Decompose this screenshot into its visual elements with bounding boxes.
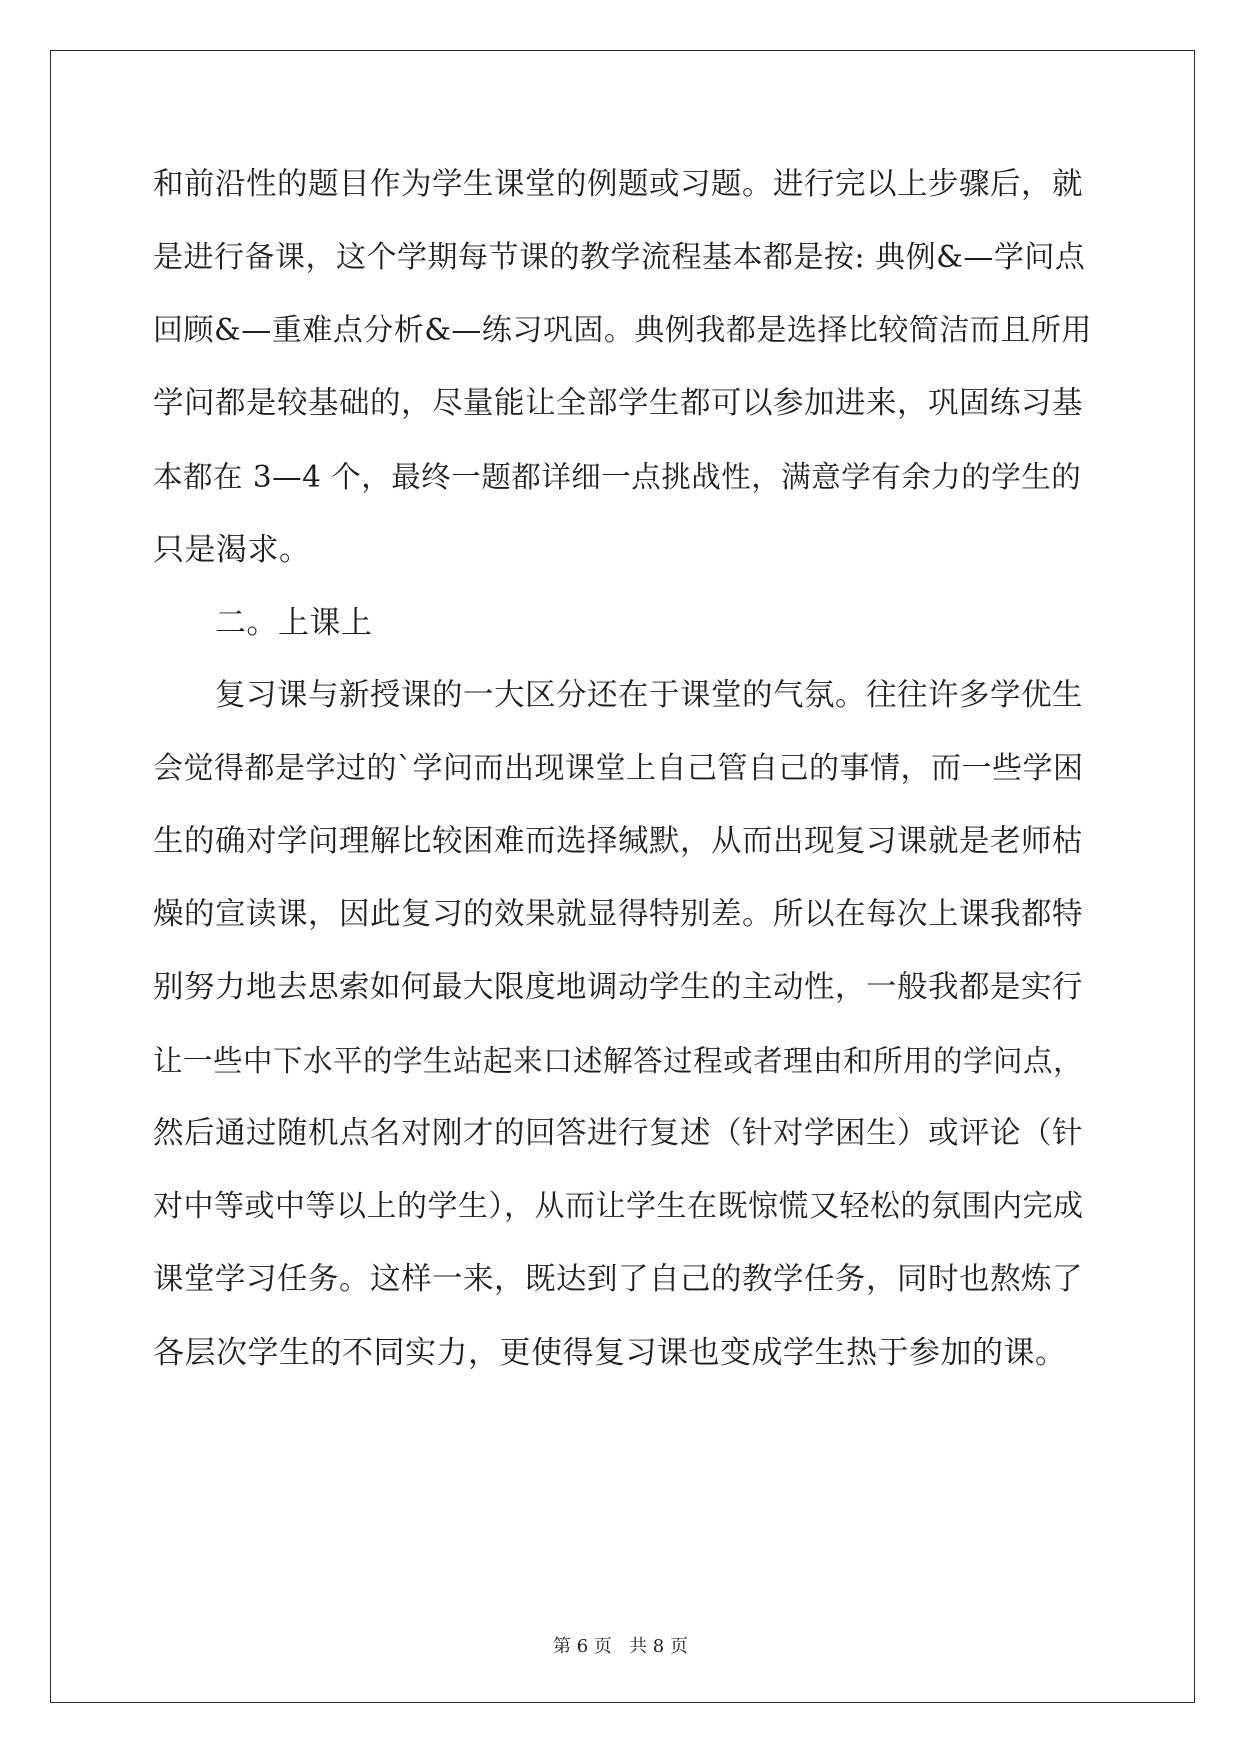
text-line: 复习课与新授课的一大区分还在于课堂的气氛。往往许多学优生 <box>215 678 1083 713</box>
text-line: 学问都是较基础的，尽量能让全部学生都可以参加进来，巩固练习基 <box>153 386 1083 421</box>
text-line: 只是渴求。 <box>153 532 311 568</box>
text-line: 和前沿性的题目作为学生课堂的例题或习题。进行完以上步骤后，就 <box>153 167 1083 202</box>
text-line: 别努力地去思索如何最大限度地调动学生的主动性，一般我都是实行 <box>153 970 1083 1005</box>
text-line: 回顾&—重难点分析&—练习巩固。典例我都是选择比较简洁而且所用 <box>153 313 1092 348</box>
text-line: 让一些中下水平的学生站起来口述解答过程或者理由和所用的学问点， <box>153 1044 1084 1078</box>
text-line: 燥的宣读课，因此复习的效果就显得特别差。所以在每次上课我都特 <box>153 897 1083 932</box>
page-number: 第 6 页 共 8 页 <box>553 1636 688 1657</box>
text-line: 会觉得都是学过的`学问而出现课堂上自己管自己的事情，而一些学困 <box>153 751 1084 786</box>
section-heading: 二。上课上 <box>215 605 373 641</box>
text-line: 各层次学生的不同实力，更使得复习课也变成学生热于参加的课。 <box>153 1335 1067 1371</box>
text-line: 生的确对学问理解比较困难而选择缄默，从而出现复习课就是老师枯 <box>153 824 1083 859</box>
text-line: 课堂学习任务。这样一来，既达到了自己的教学任务，同时也熬炼了 <box>153 1262 1083 1297</box>
page-border <box>50 50 1195 1703</box>
text-line: 是进行备课，这个学期每节课的教学流程基本都是按: 典例&—学问点 <box>153 240 1086 275</box>
text-line: 然后通过随机点名对刚才的回答进行复述（针对学困生）或评论（针 <box>153 1116 1083 1151</box>
text-line: 对中等或中等以上的学生），从而让学生在既惊慌又轻松的氛围内完成 <box>153 1189 1084 1224</box>
text-line: 本都在 3—4 个，最终一题都详细一点挑战性，满意学有余力的学生的 <box>153 460 1082 494</box>
